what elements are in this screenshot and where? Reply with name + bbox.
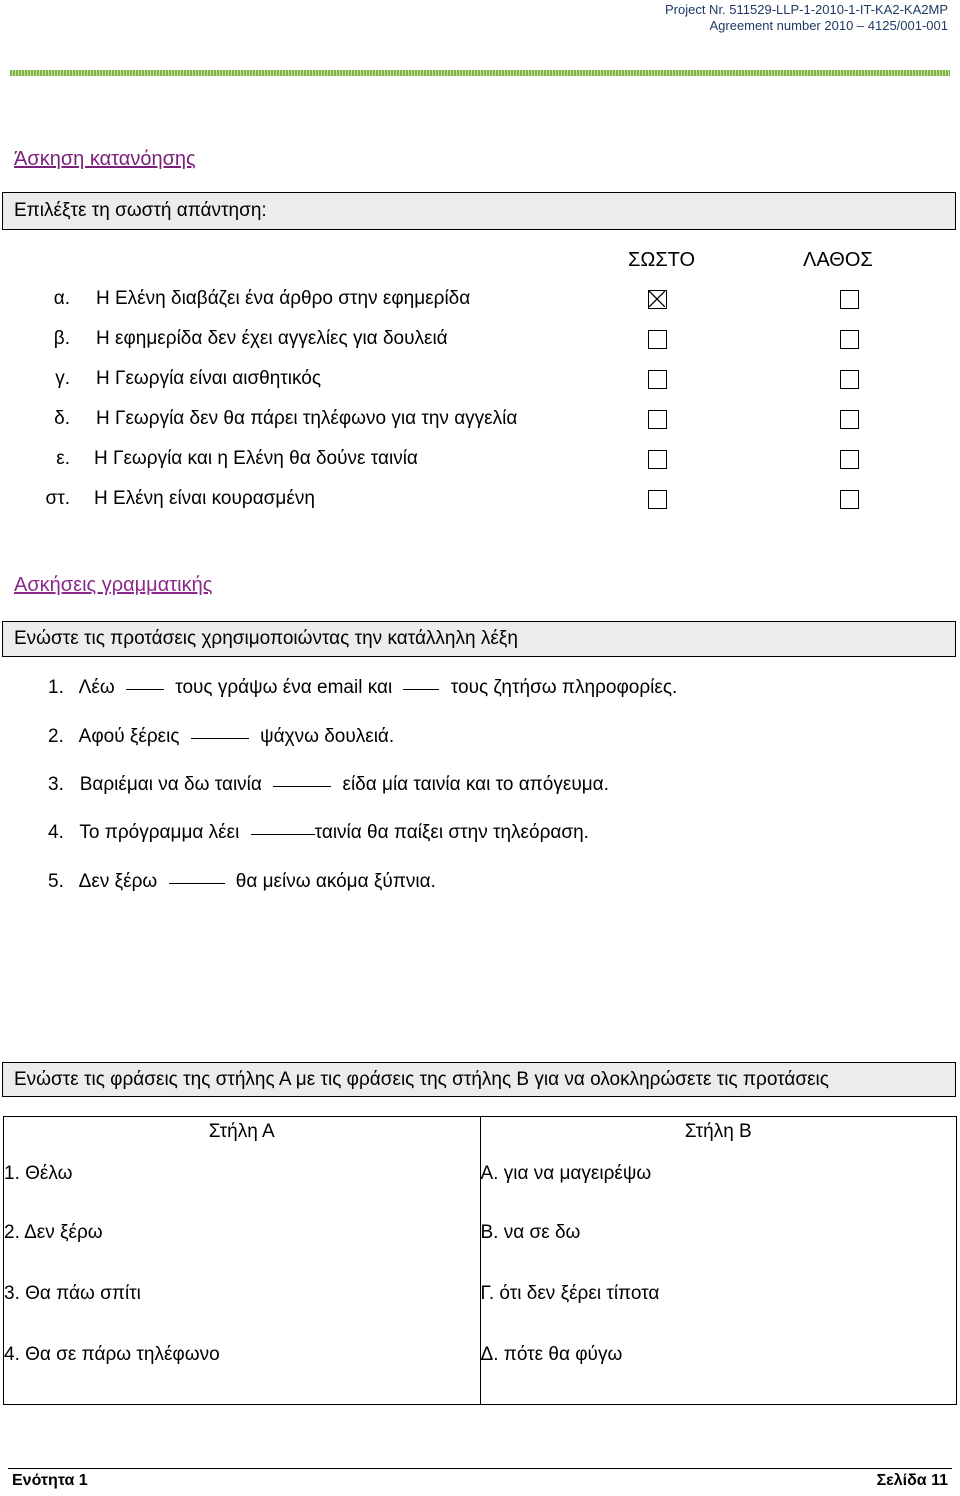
footer-unit: Ενότητα 1 (12, 1472, 88, 1489)
sentence-part: τους ζητήσω πληροφορίες. (450, 677, 678, 698)
sentence-part: ψάχνω δουλειά. (260, 726, 395, 747)
true-false-row (0, 408, 960, 448)
column-b-text: Γ. ότι δεν ξέρει τίποτα (480, 1283, 660, 1304)
column-a-header (4, 1117, 481, 1152)
item-statement: Η Γεωργία είναι αισθητικός (96, 368, 322, 389)
column-a-text: 4. Θα σε πάρω τηλέφωνο (4, 1344, 220, 1365)
matching-table (3, 1116, 957, 1405)
agreement-number: Agreement number 2010 – 4125/001-001 (709, 18, 948, 33)
true-false-row (0, 448, 960, 488)
matching-instruction-text: Ενώστε τις φράσεις της στήλης Α με τις φράσεις της στήλης Β για να ολοκληρώσετε τις προτάσεις (14, 1068, 829, 1090)
grammar-item (48, 677, 677, 699)
item-letter: στ. (45, 488, 70, 509)
item-number: 1. (48, 677, 64, 698)
matching-instruction (2, 1062, 956, 1097)
sentence-part: ταινία θα παίξει στην τηλεόραση. (314, 822, 589, 843)
wrong-checkbox[interactable] (840, 410, 859, 429)
sentence-part: Βαριέμαι να δω ταινία (79, 774, 262, 795)
column-header-wrong: ΛΑΘΟΣ (803, 249, 873, 271)
item-number: 3. (48, 774, 64, 795)
correct-checkbox[interactable] (648, 370, 667, 389)
column-a-text: 2. Δεν ξέρω (4, 1222, 103, 1243)
grammar-item (48, 822, 589, 844)
item-letter: α. (53, 288, 70, 309)
table-row (4, 1334, 957, 1404)
x-mark-icon (649, 291, 665, 307)
wrong-checkbox[interactable] (840, 370, 859, 389)
answer-blank[interactable] (251, 833, 315, 835)
column-header-correct: ΣΩΣΤΟ (628, 249, 696, 271)
project-number: Project Nr. 511529-LLP-1-2010-1-IT-KA2-KA2MP (664, 2, 948, 17)
true-false-row (0, 368, 960, 408)
grammar-item (48, 726, 394, 748)
column-b-text: Δ. πότε θα φύγω (480, 1344, 623, 1365)
table-row (4, 1212, 957, 1273)
wrong-checkbox[interactable] (840, 330, 859, 349)
column-b-header (480, 1117, 957, 1152)
sentence-part: Αφού ξέρεις (78, 726, 180, 747)
comprehension-title: Άσκηση κατανόησης (14, 148, 196, 170)
grammar-item (48, 774, 609, 796)
item-statement: Η Ελένη είναι κουρασμένη (94, 488, 315, 509)
column-b-cell (480, 1334, 957, 1404)
column-b-cell (480, 1212, 957, 1273)
true-false-row (0, 288, 960, 328)
correct-checkbox[interactable] (648, 410, 667, 429)
table-header-row (4, 1117, 957, 1152)
grammar-item (48, 871, 436, 893)
item-number: 4. (48, 822, 64, 843)
answer-blank[interactable] (126, 688, 164, 690)
answer-blank[interactable] (403, 688, 439, 690)
comprehension-instruction-text: Επιλέξτε τη σωστή απάντηση: (14, 200, 267, 221)
correct-checkbox[interactable] (648, 490, 667, 509)
grammar-instruction (2, 621, 956, 657)
sentence-part: Λέω (78, 677, 115, 698)
column-a-text: 3. Θα πάω σπίτι (4, 1283, 141, 1304)
item-letter: ε. (56, 448, 70, 469)
column-b-label: Στήλη Β (684, 1121, 752, 1142)
item-number: 2. (48, 726, 64, 747)
true-false-row (0, 328, 960, 368)
column-b-text: Α. για να μαγειρέψω (480, 1163, 652, 1184)
sentence-part: θα μείνω ακόμα ξύπνια. (235, 871, 436, 892)
item-statement: Η Ελένη διαβάζει ένα άρθρο στην εφημερίδα (96, 288, 471, 309)
table-row (4, 1273, 957, 1334)
column-a-cell (4, 1212, 481, 1273)
sentence-part: Το πρόγραμμα λέει (79, 822, 240, 843)
sentence-part: τους γράψω ένα email και (175, 677, 393, 698)
item-letter: γ. (55, 368, 70, 389)
footer-divider (8, 1468, 952, 1469)
column-b-text: Β. να σε δω (480, 1222, 581, 1243)
item-statement: Η Γεωργία και η Ελένη θα δούνε ταινία (94, 448, 418, 469)
wrong-checkbox[interactable] (840, 450, 859, 469)
grammar-title: Ασκήσεις γραμματικής (14, 574, 213, 596)
wrong-checkbox[interactable] (840, 490, 859, 509)
table-row (4, 1151, 957, 1212)
correct-checkbox[interactable] (648, 290, 667, 309)
answer-blank[interactable] (191, 737, 249, 739)
answer-blank[interactable] (169, 882, 225, 884)
item-statement: Η Γεωργία δεν θα πάρει τηλέφωνο για την αγγελία (96, 408, 518, 429)
item-number: 5. (48, 871, 64, 892)
sentence-part: Δεν ξέρω (78, 871, 158, 892)
sentence-part: είδα μία ταινία και το απόγευμα. (342, 774, 609, 795)
column-a-cell (4, 1151, 481, 1212)
column-a-text: 1. Θέλω (4, 1163, 73, 1184)
column-a-cell (4, 1334, 481, 1404)
item-letter: δ. (54, 408, 70, 429)
column-a-cell (4, 1273, 481, 1334)
true-false-row (0, 488, 960, 528)
column-b-cell (480, 1151, 957, 1212)
item-letter: β. (53, 328, 70, 349)
correct-checkbox[interactable] (648, 450, 667, 469)
column-a-label: Στήλη Α (208, 1121, 275, 1142)
column-b-cell (480, 1273, 957, 1334)
header-divider (10, 70, 950, 76)
item-statement: Η εφημερίδα δεν έχει αγγελίες για δουλειά (96, 328, 448, 349)
grammar-instruction-text: Ενώστε τις προτάσεις χρησιμοποιώντας την κατάλληλη λέξη (14, 628, 518, 649)
footer-page-number: Σελίδα 11 (876, 1472, 948, 1489)
answer-blank[interactable] (273, 785, 331, 787)
comprehension-instruction (2, 192, 956, 230)
wrong-checkbox[interactable] (840, 290, 859, 309)
correct-checkbox[interactable] (648, 330, 667, 349)
